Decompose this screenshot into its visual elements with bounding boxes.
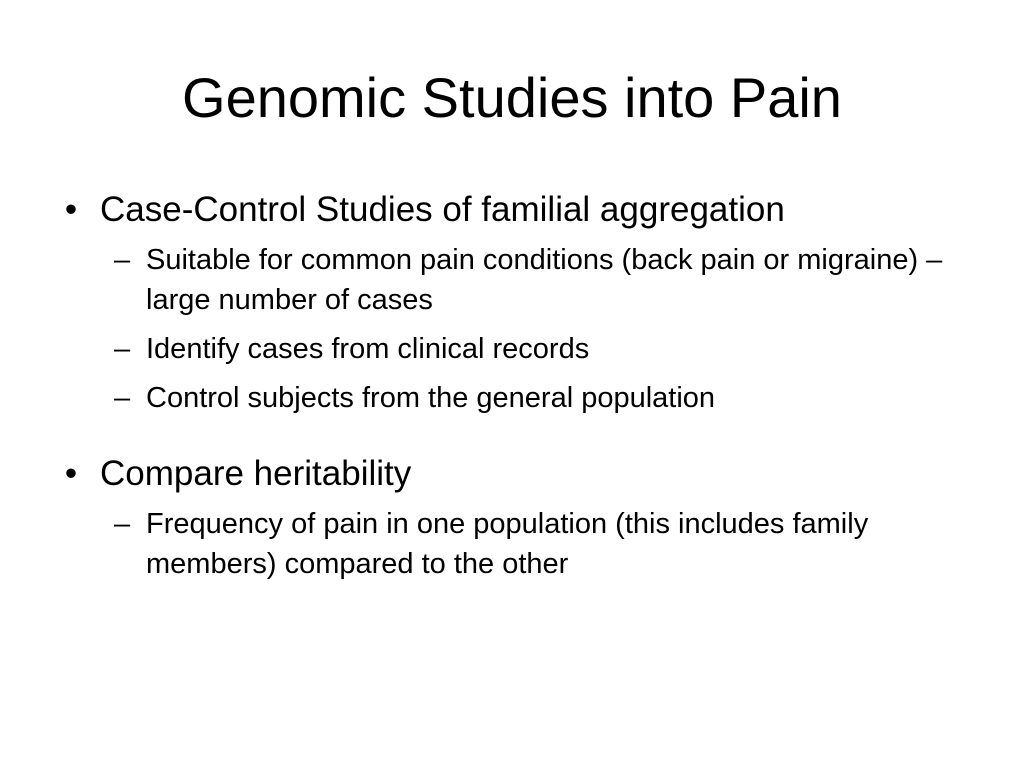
sub-bullet-item xyxy=(56,329,956,369)
bullet-block xyxy=(56,452,956,584)
bullet-text: Compare heritability xyxy=(100,454,412,493)
bullet-dot-icon: • xyxy=(64,454,78,493)
sub-bullet-text: Suitable for common pain conditions (back pain or migraine) – large number of cases xyxy=(146,244,943,316)
dash-icon: – xyxy=(114,333,131,365)
bullet-text: Case-Control Studies of familial aggregation xyxy=(100,190,785,229)
sub-bullet-text: Identify cases from clinical records xyxy=(146,333,590,365)
sub-bullet-item xyxy=(56,504,956,584)
bullet-item xyxy=(56,188,956,232)
dash-icon: – xyxy=(114,382,131,414)
sub-bullet-text: Frequency of pain in one population (this includes family members) compared to the other xyxy=(146,508,869,580)
sub-bullet-item xyxy=(56,378,956,418)
sub-bullet-item xyxy=(56,240,956,320)
bullet-dot-icon: • xyxy=(64,190,78,229)
sub-bullet-list xyxy=(56,504,956,584)
sub-bullet-list xyxy=(56,240,956,418)
sub-bullet-text: Control subjects from the general population xyxy=(146,382,716,414)
slide-content xyxy=(56,188,956,584)
slide-title: Genomic Studies into Pain xyxy=(182,66,842,129)
dash-icon: – xyxy=(114,508,131,540)
bullet-item xyxy=(56,452,956,496)
dash-icon: – xyxy=(114,244,131,276)
bullet-block xyxy=(56,188,956,418)
